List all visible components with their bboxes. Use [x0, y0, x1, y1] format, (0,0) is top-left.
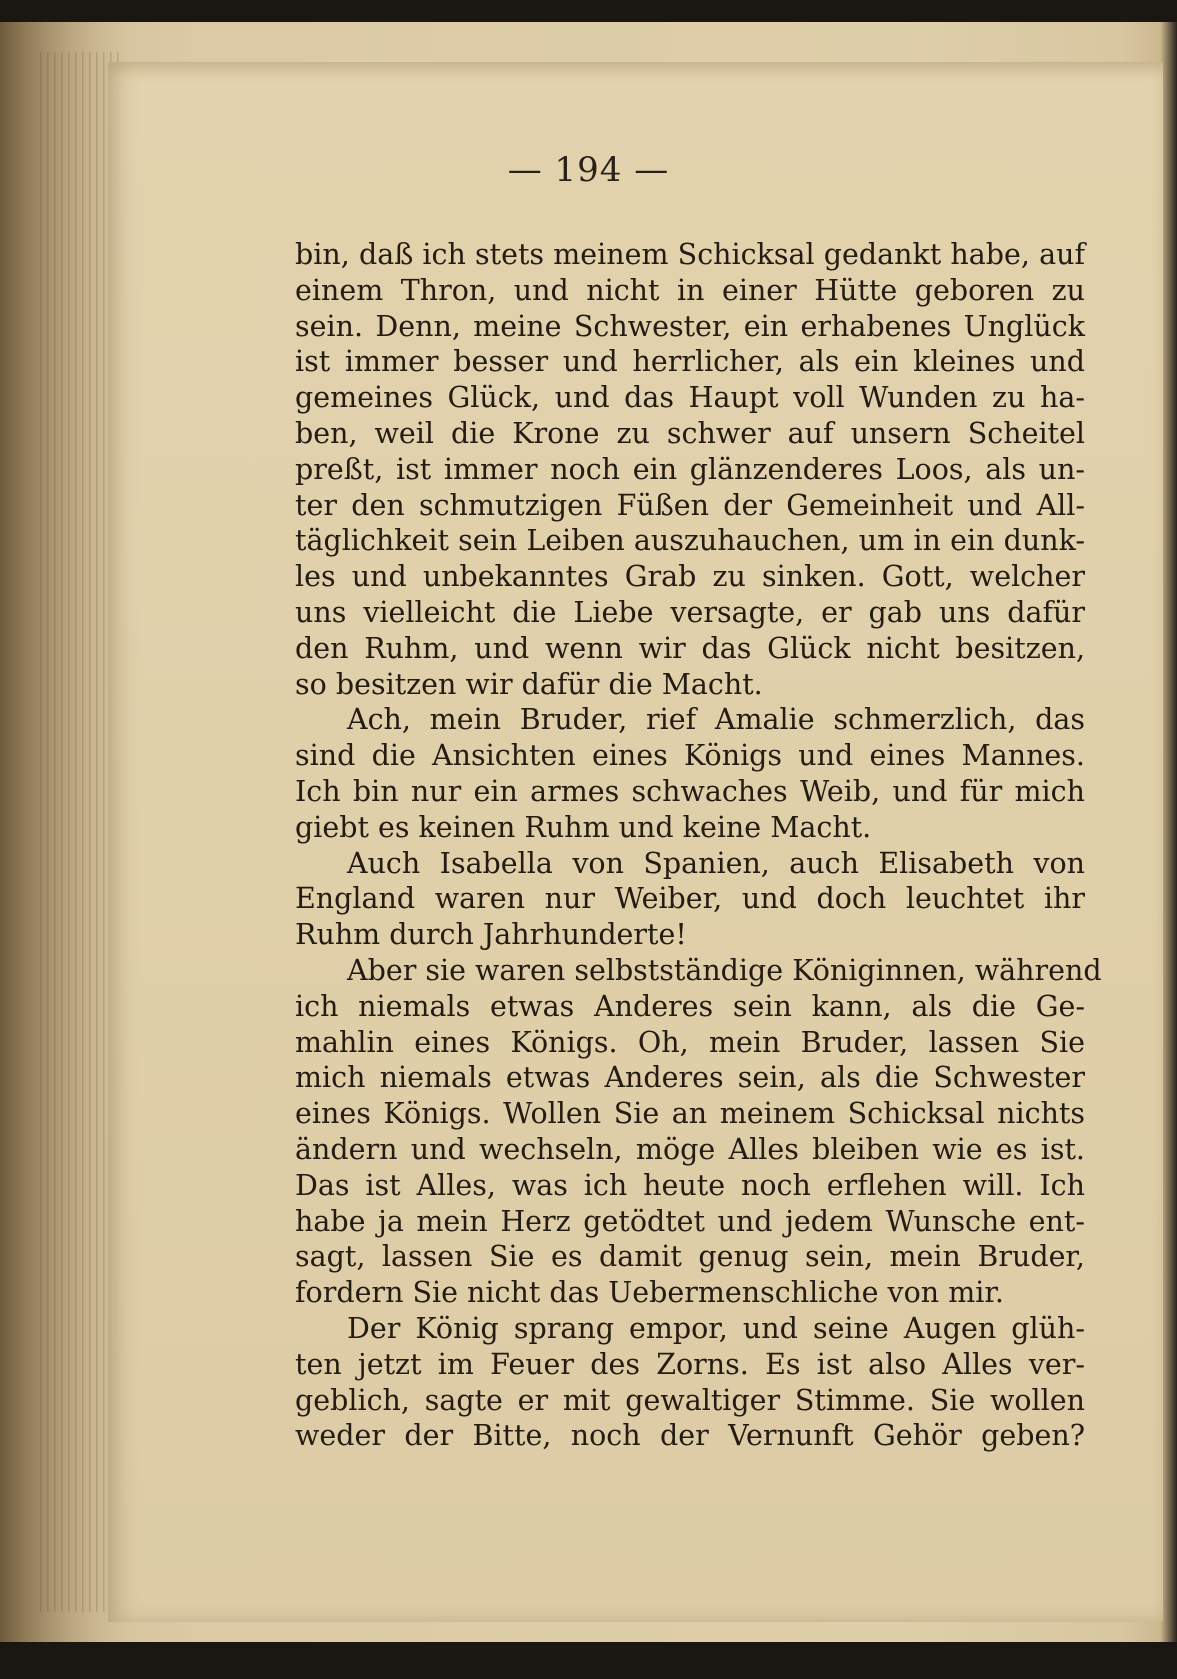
text-line: preßt, ist immer noch ein glänzenderes Loos, als un-	[295, 452, 1085, 486]
text-line: bin, daß ich stets meinem Schicksal gedankt habe, auf	[295, 238, 1085, 271]
text-line: ist immer besser und herrlicher, als ein kleines und	[295, 345, 1085, 379]
text-line: mahlin eines Königs. Oh, mein Bruder, lassen Sie	[295, 1025, 1085, 1059]
text-line: uns vielleicht die Liebe versagte, er gab uns dafür	[295, 595, 1085, 629]
text-line: ändern und wechseln, möge Alles bleiben wie es ist.	[295, 1132, 1085, 1166]
text-line: Aber sie waren selbstständige Königinnen, während	[347, 953, 1102, 987]
text-line: ben, weil die Krone zu schwer auf unsern Scheitel	[295, 416, 1085, 450]
text-line: eines Königs. Wollen Sie an meinem Schicksal nichts	[295, 1097, 1085, 1131]
text-line: ten jetzt im Feuer des Zorns. Es ist also Alles ver-	[295, 1347, 1085, 1381]
text-line: sind die Ansichten eines Königs und eines Mannes.	[295, 739, 1085, 773]
text-line: giebt es keinen Ruhm und keine Macht.	[295, 810, 872, 844]
text-line: täglichkeit sein Leiben auszuhauchen, um in ein dunk-	[295, 524, 1085, 558]
text-line: mich niemals etwas Anderes sein, als die Schwester	[295, 1061, 1085, 1095]
body-text	[295, 237, 1102, 1454]
text-line: einem Thron, und nicht in einer Hütte geboren zu	[295, 273, 1085, 307]
page-number: — 194 —	[507, 150, 670, 190]
text-line: Das ist Alles, was ich heute noch erflehen will. Ich	[295, 1168, 1085, 1202]
text-line: sein. Denn, meine Schwester, ein erhabenes Unglück	[295, 309, 1085, 343]
text-line: Ich bin nur ein armes schwaches Weib, und für mich	[295, 774, 1085, 808]
text-line: ter den schmutzigen Füßen der Gemeinheit und All-	[295, 488, 1085, 522]
text-line: habe ja mein Herz getödtet und jedem Wunsche ent-	[295, 1204, 1085, 1238]
text-line: weder der Bitte, noch der Vernunft Gehör geben?	[295, 1419, 1085, 1453]
text-line: Auch Isabella von Spanien, auch Elisabeth von	[347, 846, 1085, 880]
text-line: gemeines Glück, und das Haupt voll Wunden zu ha-	[295, 381, 1085, 415]
text-line: fordern Sie nicht das Uebermenschliche von mir.	[295, 1276, 1004, 1310]
text-line: Der König sprang empor, und seine Augen glüh-	[347, 1311, 1085, 1345]
text-line: England waren nur Weiber, und doch leuchtet ihr	[295, 882, 1085, 916]
text-line: geblich, sagte er mit gewaltiger Stimme. Sie wollen	[295, 1383, 1085, 1417]
text-line: sagt, lassen Sie es damit genug sein, mein Bruder,	[295, 1240, 1085, 1274]
text-line: so besitzen wir dafür die Macht.	[295, 667, 763, 701]
text-line: den Ruhm, und wenn wir das Glück nicht besitzen,	[295, 631, 1085, 665]
text-line: Ach, mein Bruder, rief Amalie schmerzlich, das	[347, 703, 1085, 737]
text-line: Ruhm durch Jahrhunderte!	[295, 918, 687, 952]
text-line: ich niemals etwas Anderes sein kann, als die Ge-	[295, 989, 1085, 1023]
text-line: les und unbekanntes Grab zu sinken. Gott, welcher	[295, 560, 1085, 594]
